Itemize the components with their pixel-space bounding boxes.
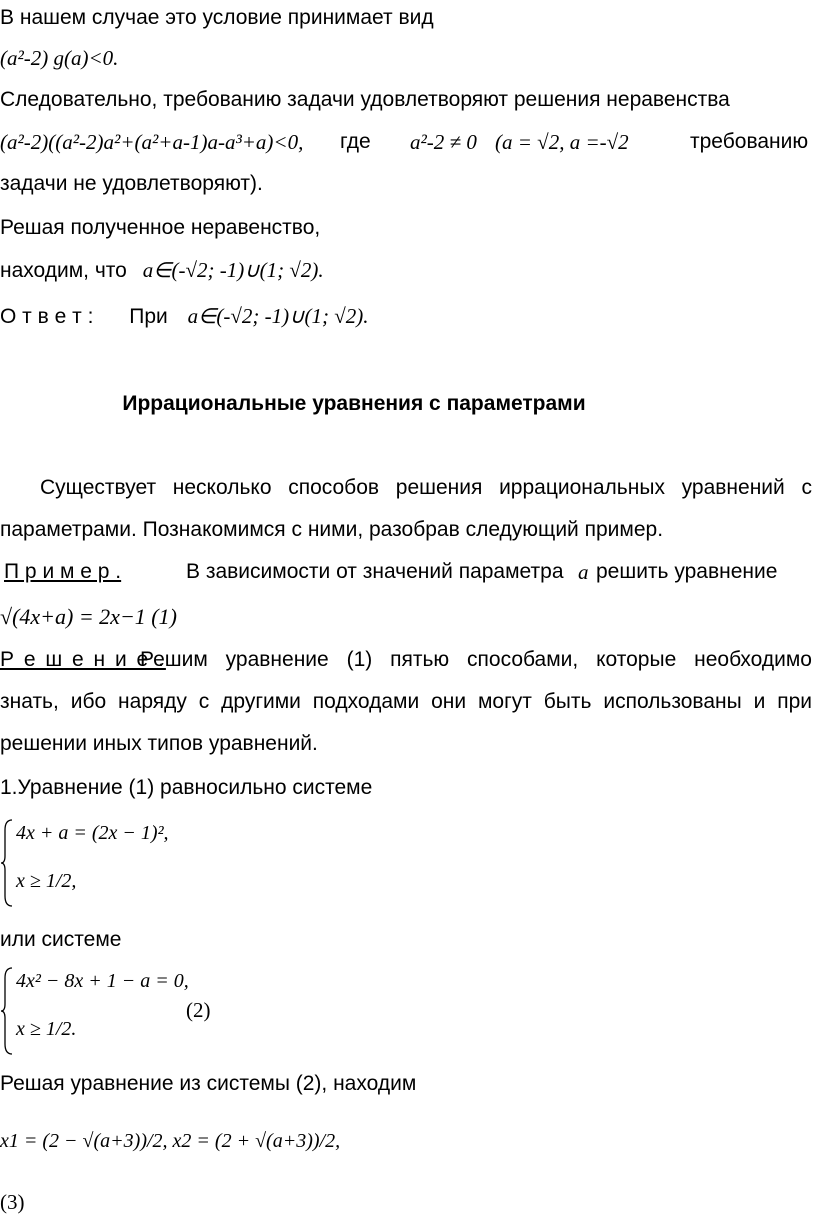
formula: a²-2 ≠ 0 (410, 130, 477, 154)
formula: (a²-2)((a²-2)a²+(a²+a-1)a-a³+a)<0, (0, 130, 304, 154)
formula: (a²-2) g(a)<0. (0, 46, 119, 70)
text: В зависимости от значений параметра (186, 560, 564, 583)
text: Решим уравнение (1) пятью способами, которые необходимо (140, 648, 812, 671)
solution-label: Р е ш е н и е . (0, 648, 166, 671)
brace-icon (0, 818, 14, 908)
roots-formula: x1 = (2 − √(a+3))/2, x2 = (2 + √(a+3))/2, (0, 1130, 341, 1152)
system-row: x ≥ 1/2, (16, 870, 77, 892)
text-line: Решая полученное неравенство, (0, 216, 321, 239)
text: решить уравнение (596, 560, 778, 583)
solution-line: знать, ибо наряду с другими подходами они могут быть использованы и при (0, 690, 812, 713)
text: находим, что (0, 259, 127, 282)
equation-1: √(4x+a) = 2x−1 (1) (0, 604, 177, 629)
text: При (129, 305, 168, 328)
text-line: 1.Уравнение (1) равносильно системе (0, 776, 373, 799)
brace-icon (0, 966, 14, 1056)
answer-line (0, 304, 369, 329)
section-heading: Иррациональные уравнения с параметрами (122, 392, 586, 415)
equation-tag: (3) (0, 1190, 25, 1214)
system-row: 4x + a = (2x − 1)², (16, 822, 169, 844)
formula: a∈(-√2; -1)∪(1; √2). (187, 304, 369, 328)
text-line: Следовательно, требованию задачи удовлетворяют решения неравенства (0, 88, 730, 111)
formula: (a = √2, a =-√2 (495, 130, 629, 154)
text-line: Решая уравнение из системы (2), находим (0, 1072, 417, 1095)
equation-tag: (2) (186, 998, 211, 1022)
solution-line: решении иных типов уравнений. (0, 732, 318, 755)
word: требованию (690, 130, 809, 153)
parameter: a (578, 560, 589, 584)
system-2 (0, 966, 320, 1056)
system-1 (0, 818, 300, 908)
word: где (340, 130, 371, 153)
inequality-line (0, 46, 118, 71)
example-label: П р и м е р . (4, 560, 122, 583)
paragraph-line: параметрами. Познакомимся с ними, разобрав следующий пример. (0, 518, 664, 541)
answer-label: О т в е т : (0, 305, 94, 328)
system-row: 4x² − 8x + 1 − a = 0, (16, 970, 189, 992)
text-line: В нашем случае это условие принимает вид (0, 6, 434, 29)
text-line (0, 258, 324, 283)
formula: a∈(-√2; -1)∪(1; √2). (142, 258, 324, 282)
system-row: x ≥ 1/2. (16, 1018, 77, 1040)
text-line: или системе (0, 928, 122, 951)
text-line: задачи не удовлетворяют). (0, 172, 263, 195)
paragraph-line: Существует несколько способов решения иррациональных уравнений с (40, 476, 812, 499)
